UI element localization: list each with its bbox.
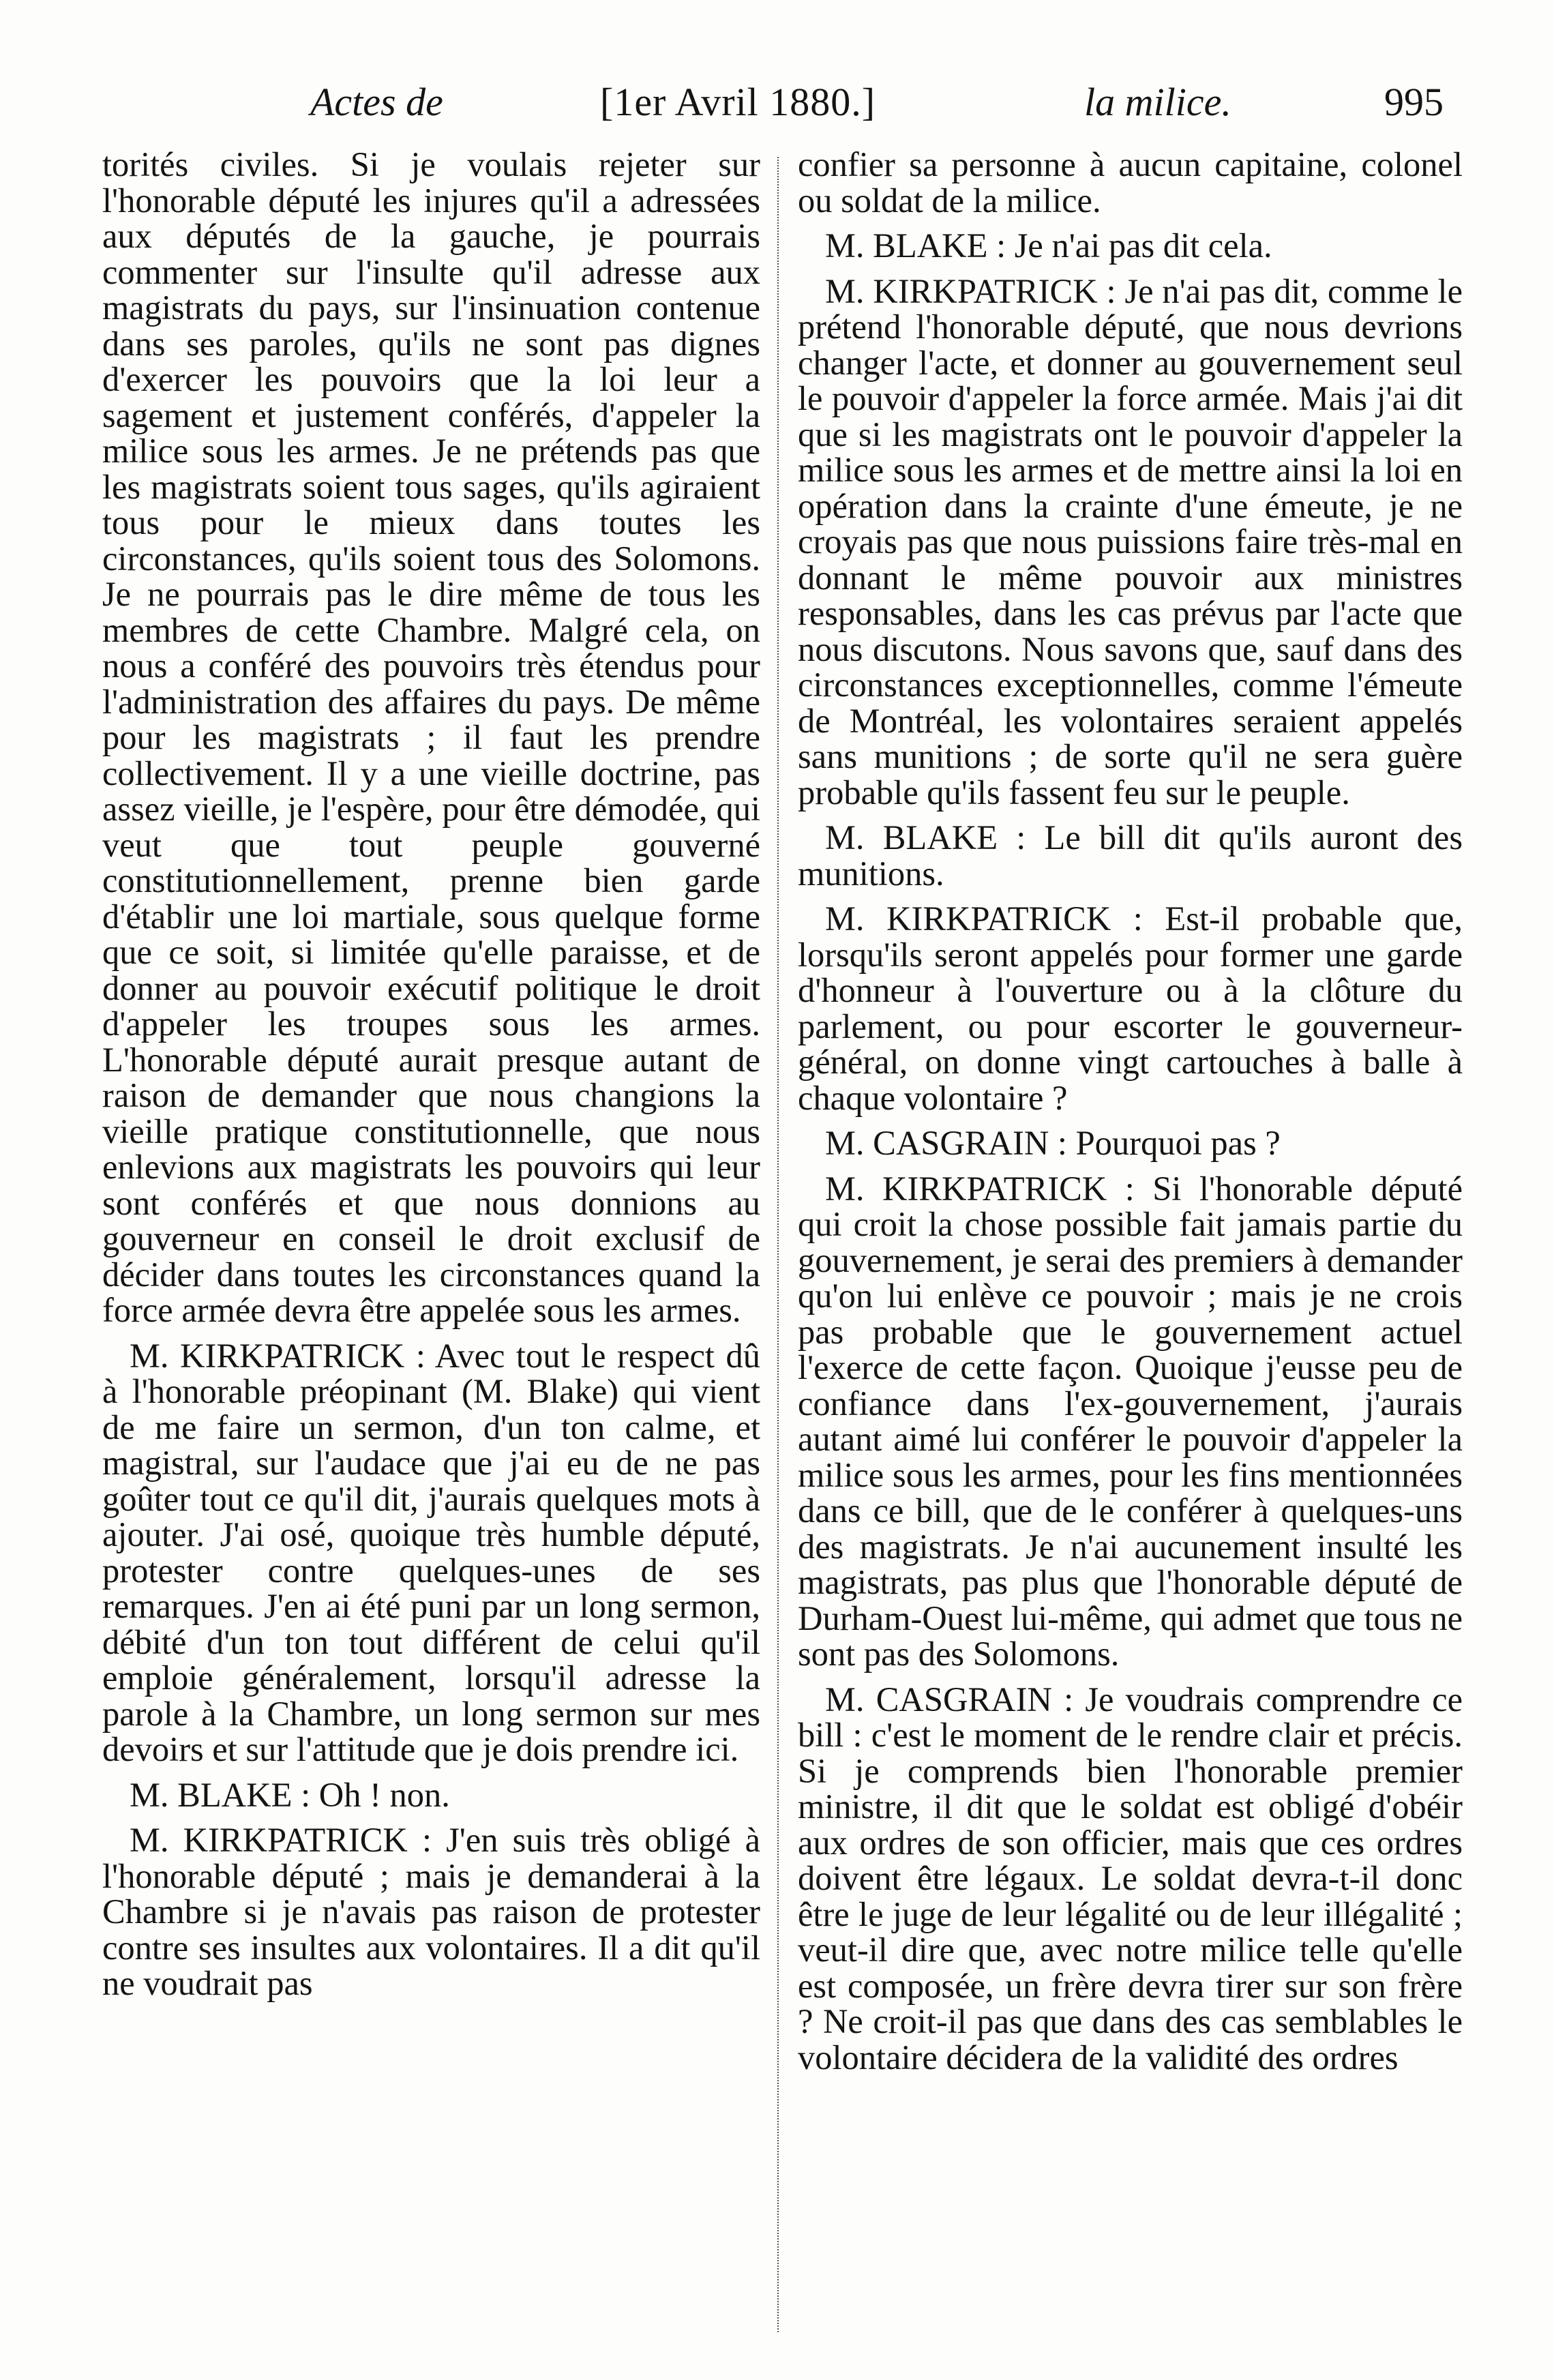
speech-text: Oh ! non. bbox=[318, 1775, 450, 1814]
speaker-name: M. BLAKE : bbox=[130, 1775, 311, 1814]
paragraph-text: confier sa personne à aucun capitaine, colonel ou soldat de la milice. bbox=[798, 145, 1463, 220]
speech-paragraph bbox=[102, 1338, 760, 1768]
left-column bbox=[102, 147, 760, 2349]
speech-paragraph bbox=[798, 1682, 1463, 2076]
speech-paragraph bbox=[798, 273, 1463, 811]
speech-text: Je voudrais comprendre ce bill : c'est le moment de le rendre clair et précis. Si je comprends bien l'honorable premier ministre, il dit que le soldat est obligé d'obéir aux ordres de son officier, mais que ces ordres doivent être légaux. Le soldat devra-t-il donc être le juge de leur légalité ou de leur illégalité ; veut-il dire que, avec notre milice telle qu'elle est composée, un frère devra tirer sur son frère ? Ne croit-il pas que dans des cas semblables le volontaire décidera de la validité des ordres bbox=[798, 1680, 1463, 2077]
speech-text: Le bill dit qu'ils auront des munitions. bbox=[798, 818, 1463, 893]
speaker-name: M. KIRKPATRICK : bbox=[130, 1821, 432, 1859]
right-column bbox=[798, 147, 1463, 2349]
header-date: [1er Avril 1880.] bbox=[600, 80, 876, 124]
speaker-name: M. KIRKPATRICK : bbox=[130, 1336, 425, 1375]
page-number: 995 bbox=[1384, 80, 1444, 124]
header-left: Actes de bbox=[310, 80, 443, 124]
speech-text: Pourquoi pas ? bbox=[1075, 1124, 1281, 1162]
speech-paragraph bbox=[798, 820, 1463, 891]
speaker-name: M. BLAKE : bbox=[825, 226, 1006, 265]
paragraph bbox=[798, 147, 1463, 218]
speech-text: Est-il probable que, lorsqu'ils seront appelés pour former une garde d'honneur à l'ouverture ou à la clôture du parlement, ou pour escorter le gouverneur-général, on donne vingt cartouches à balle à chaque volontaire ? bbox=[798, 899, 1463, 1117]
speaker-name: M. CASGRAIN : bbox=[825, 1680, 1074, 1719]
speech-text: Je n'ai pas dit, comme le prétend l'honorable député, que nous devrions changer l'acte, et donner au gouvernement seul le pouvoir d'appeler la force armée. Mais j'ai dit que si les magistrats ont le pouvoir d'appeler la milice sous les armes et de mettre ainsi la loi en opération dans la crainte d'une émeute, je ne croyais pas que nous puissions faire très-mal en donnant le même pouvoir aux ministres responsables, dans les cas prévus par l'acte que nous discutons. Nous savons que, sauf dans des circonstances exceptionnelles, comme l'émeute de Montréal, les volontaires seraient appelés sans munitions ; de sorte qu'il ne sera guère probable qu'ils fassent feu sur le peuple. bbox=[798, 271, 1463, 812]
speaker-name: M. BLAKE : bbox=[825, 818, 1026, 857]
paragraph-text: torités civiles. Si je voulais rejeter sur l'honorable député les injures qu'il a adressées aux députés de la gauche, je pourrais commenter sur l'insulte qu'il adresse aux magistrats du pays, sur l'insinuation contenue dans ses paroles, qu'ils ne sont pas dignes d'exercer les pouvoirs que la loi leur a sagement et justement conférés, d'appeler la milice sous les armes. Je ne prétends pas que les magistrats soient tous sages, qu'ils agiraient tous pour le mieux dans toutes les circonstances, qu'ils soient tous des Solomons. Je ne pourrais pas le dire même de tous les membres de cette Chambre. Malgré cela, on nous a conféré des pouvoirs très étendus pour l'administration des affaires du pays. De même pour les magistrats ; il faut les prendre collectivement. Il y a une vieille doctrine, pas assez vieille, je l'espère, pour être démodée, qui veut que tout peuple gouverné constitutionnellement, prenne bien garde d'établir une loi martiale, sous quelque forme que ce soit, si limitée qu'elle paraisse, et de donner au pouvoir exécutif politique le droit d'appeler les troupes sous les armes. L'honorable député aurait presque autant de raison de demander que nous changions la vieille pratique constitutionnelle, que nous enlevions aux magistrats les pouvoirs qui leur sont conférés et que nous donnions au gouverneur en conseil le droit exclusif de décider dans toutes les circonstances quand la force armée devra être appelée sous les armes. bbox=[102, 145, 760, 1329]
running-header bbox=[0, 68, 1554, 136]
speech-paragraph bbox=[798, 901, 1463, 1116]
speaker-name: M. KIRKPATRICK : bbox=[825, 271, 1116, 310]
speech-paragraph bbox=[102, 1822, 760, 2002]
speech-text: J'en suis très obligé à l'honorable député ; mais je demanderai à la Chambre si je n'avais pas raison de protester contre ses insultes aux volontaires. Il a dit qu'il ne voudrait pas bbox=[102, 1821, 760, 2002]
header-right: la milice. bbox=[1084, 80, 1231, 124]
speech-text: Avec tout le respect dû à l'honorable préopinant (M. Blake) qui vient de me faire un sermon, d'un ton calme, et magistral, sur l'audace que j'ai eu de ne pas goûter tout ce qu'il dit, j'aurais quelques mots à ajouter. J'ai osé, quoique très humble député, protester contre quelques-unes de ses remarques. J'en ai été puni par un long sermon, débité d'un ton tout différent de celui qu'il emploie généralement, lorsqu'il adresse la parole à la Chambre, un long sermon sur mes devoirs et sur l'attitude que je dois prendre ici. bbox=[102, 1336, 760, 1768]
speaker-name: M. CASGRAIN : bbox=[825, 1124, 1067, 1162]
speech-text: Si l'honorable député qui croit la chose possible fait jamais partie du gouvernement, je serai des premiers à demander qu'on lui enlève ce pouvoir ; mais je ne crois pas probable que le gouvernement actuel l'exerce de cette façon. Quoique j'eusse peu de confiance dans l'ex-gouvernement, j'aurais autant aimé lui conférer le pouvoir d'appeler la milice sous les armes, pour les fins mentionnées dans ce bill, que de le conférer à quelques-uns des magistrats. Je n'ai aucunement insulté les magistrats, pas plus que l'honorable député de Durham-Ouest lui-même, qui admet que tous ne sont pas des Solomons. bbox=[798, 1169, 1463, 1673]
speech-text: Je n'ai pas dit cela. bbox=[1014, 226, 1272, 265]
column-divider bbox=[777, 157, 779, 2332]
speech-paragraph bbox=[798, 1171, 1463, 1672]
speech-paragraph bbox=[102, 1777, 760, 1813]
speech-paragraph bbox=[798, 228, 1463, 264]
speaker-name: M. KIRKPATRICK : bbox=[825, 899, 1143, 938]
speaker-name: M. KIRKPATRICK : bbox=[825, 1169, 1135, 1208]
paragraph bbox=[102, 147, 760, 1328]
speech-paragraph bbox=[798, 1125, 1463, 1161]
